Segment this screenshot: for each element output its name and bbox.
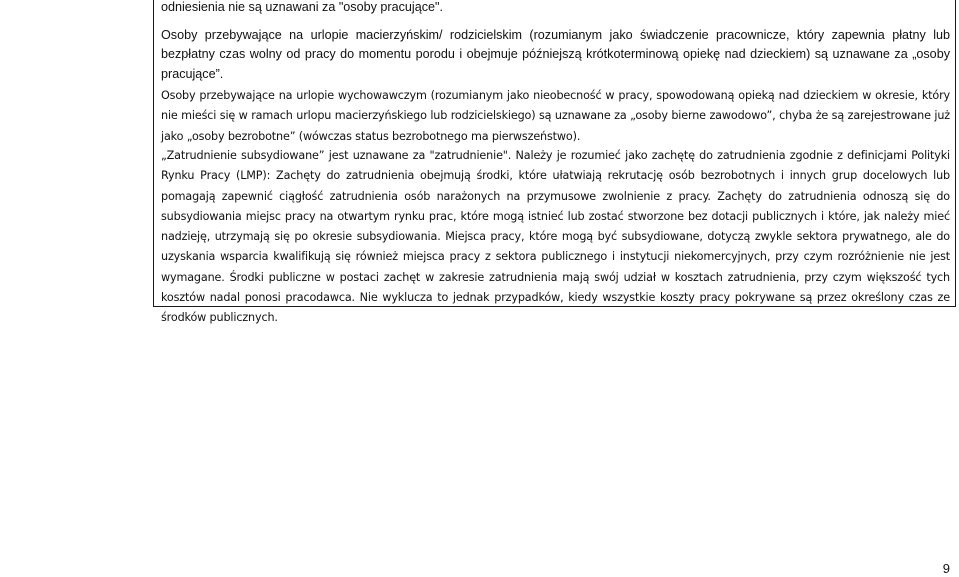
paragraph-subsidised-employment: „Zatrudnienie subsydiowane” jest uznawane za "zatrudnienie". Należy je rozumieć jako zachętę do zatrudnienia zgodnie z definicjami Polityki Rynku Pracy (LMP): Zachęty do zatrudnienia obejmują środki, które ułatwiają rekrutację osób bezrobotnych i innych grup docelowych lub pomagają zapewnić ciągłość zatrudnienia osób narażonych na przymusowe zwolnienie z pracy. Zachęty do zatrudnienia odnoszą się do subsydiowania miejsc pracy na otwartym rynku prac, które mogą istnieć lub zostać stworzone bez dotacji publicznych i które, jak należy mieć nadzieję, utrzymają się po okresie subsydiowania. Miejsca pracy, które mogą być subsydiowane, dotyczą zwykle sektora prywatnego, ale do uzyskania wsparcia kwalifikują się również miejsca pracy z sektora publicznego i instytucji niekomercyjnych, przy czym rozróżnienie nie jest wymagane. Środki publiczne w postaci zachęt w zakresie zatrudnienia mają swój udział w kosztach zatrudnienia, przy czym większość tych kosztów nadal ponosi pracodawca. Nie wyklucza to jednak przypadków, kiedy wszystkie koszty pracy pokrywane są przez określony czas ze środków publicznych.: [161, 149, 950, 325]
paragraph-parental-leave: Osoby przebywające na urlopie wychowawczym (rozumianym jako nieobecność w pracy, spowodowaną opieką nad dzieckiem w okresie, który nie mieści się w ramach urlopu macierzyńskiego lub rodzicielskiego) są uznawane za „osoby bierne zawodowo”, chyba że są zarejestrowane już jako „osoby bezrobotne” (wówczas status bezrobotnego ma pierwszeństwo).: [161, 89, 950, 143]
paragraph-continuation: odniesienia nie są uznawani za "osoby pracujące".: [161, 0, 443, 14]
paragraph-maternity-leave: Osoby przebywające na urlopie macierzyńskim/ rodzicielskim (rozumianym jako świadczenie pracownicze, który zapewnia płatny lub bezpłatny czas wolny od pracy do momentu porodu i obejmuje późniejszą krótkoterminową opiekę nad dzieckiem) są uznawane za „osoby pracujące”.: [161, 28, 950, 81]
page-number: 9: [942, 561, 950, 576]
